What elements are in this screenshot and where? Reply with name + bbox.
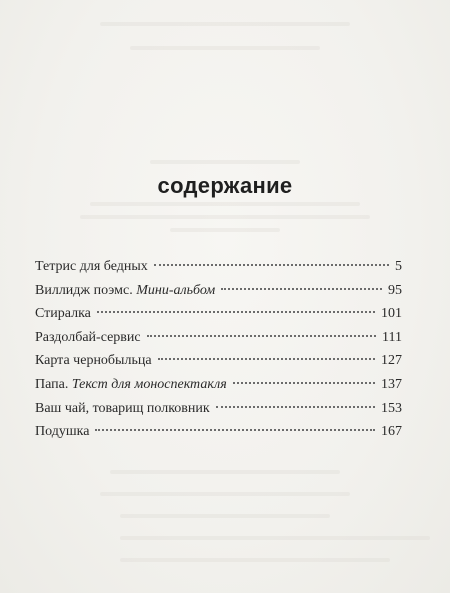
page-title: содержание xyxy=(157,173,293,198)
toc-entry-title: Карта чернобыльца xyxy=(35,353,152,369)
toc-entry-title: Тетрис для бедных xyxy=(35,259,148,274)
toc-entry[interactable] xyxy=(35,375,402,399)
toc-entry-title: Ваш чай, товарищ полковник xyxy=(35,400,210,416)
toc-entry-title: Раздолбай-сервис xyxy=(35,329,141,345)
toc-entry[interactable] xyxy=(35,328,402,352)
dot-leader xyxy=(158,358,375,360)
toc-entry-title: Виллидж поэмс. xyxy=(35,282,133,298)
toc-page-number: 95 xyxy=(388,282,402,298)
bleed-through-mark xyxy=(150,160,300,164)
toc-entry-subtitle: Текст для моноспектакля xyxy=(71,376,227,392)
bleed-through-mark xyxy=(100,492,350,496)
table-of-contents xyxy=(35,257,402,446)
bleed-through-mark xyxy=(100,22,350,26)
dot-leader xyxy=(154,264,389,266)
bleed-through-mark xyxy=(110,470,340,474)
toc-entry-title: Стиралка xyxy=(35,306,91,322)
toc-page-number: 5 xyxy=(395,259,402,274)
toc-page-number: 153 xyxy=(381,400,402,416)
bleed-through-mark xyxy=(170,228,280,232)
toc-entry[interactable] xyxy=(35,351,402,375)
dot-leader xyxy=(97,311,375,313)
toc-page-number: 111 xyxy=(382,329,402,345)
toc-entry-subtitle: Мини-альбом xyxy=(136,282,216,298)
dot-leader xyxy=(233,382,375,384)
bleed-through-mark xyxy=(80,215,370,219)
bleed-through-mark xyxy=(120,558,390,562)
toc-entry-title: Подушка xyxy=(35,424,90,440)
toc-page-number: 101 xyxy=(381,306,402,322)
toc-entry-title: Папа. xyxy=(35,376,69,392)
toc-entry[interactable] xyxy=(35,422,402,446)
dot-leader xyxy=(216,406,375,408)
toc-page-number: 137 xyxy=(381,376,402,392)
toc-entry[interactable] xyxy=(35,304,402,328)
dot-leader xyxy=(95,429,375,431)
bleed-through-mark xyxy=(120,536,430,540)
dot-leader xyxy=(147,335,376,337)
toc-page-number: 167 xyxy=(381,424,402,440)
toc-entry[interactable] xyxy=(35,257,402,281)
bleed-through-mark xyxy=(120,514,330,518)
toc-page-number: 127 xyxy=(381,353,402,369)
dot-leader xyxy=(221,288,382,290)
toc-entry[interactable] xyxy=(35,281,402,305)
bleed-through-mark xyxy=(130,46,320,50)
toc-entry[interactable] xyxy=(35,399,402,423)
bleed-through-mark xyxy=(90,202,360,206)
